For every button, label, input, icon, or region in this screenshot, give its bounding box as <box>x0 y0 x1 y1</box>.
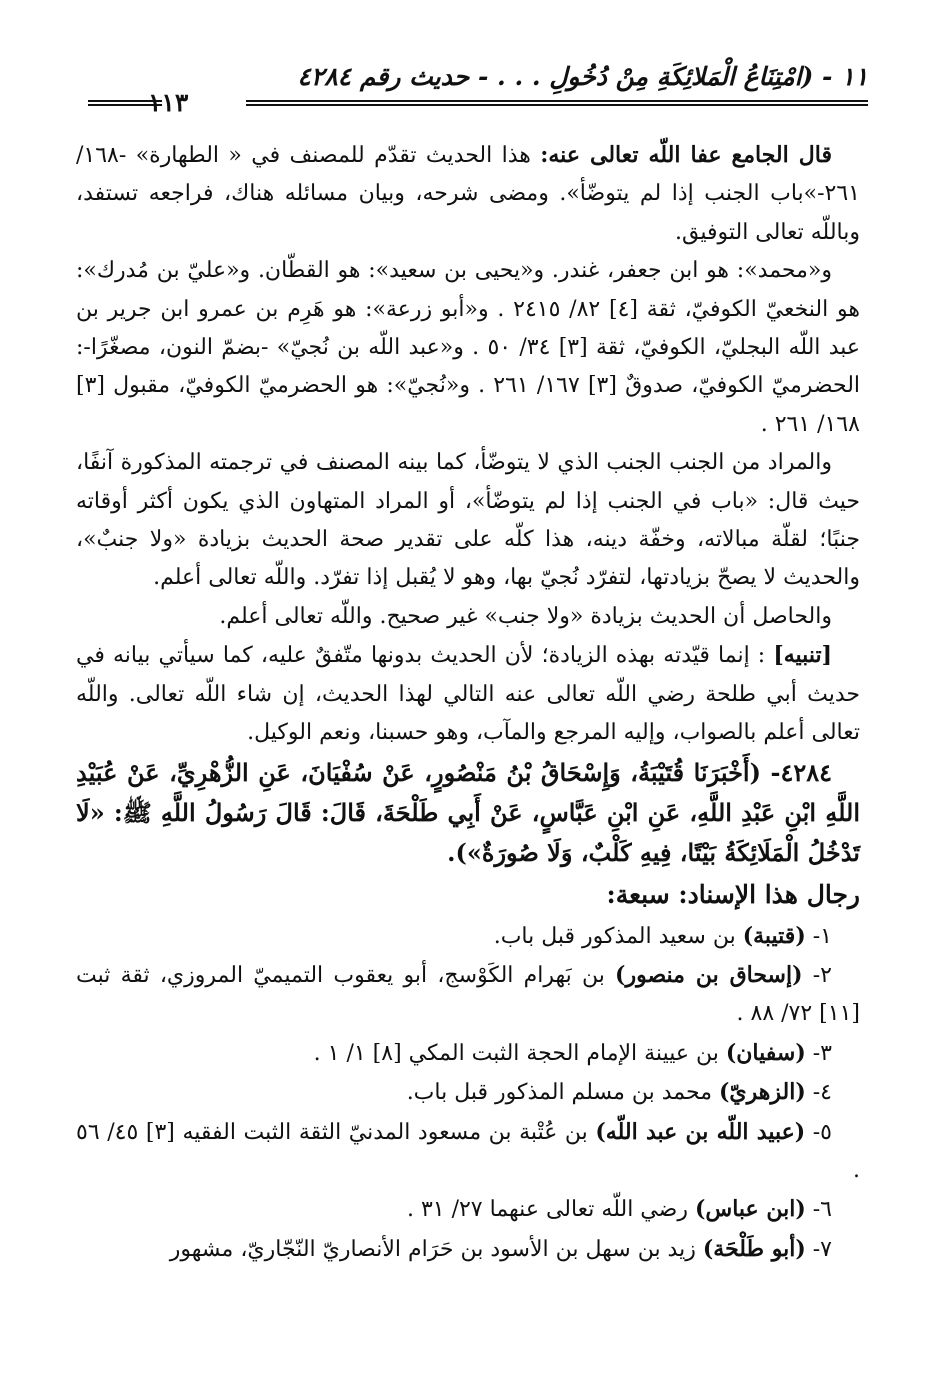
paragraph-text: والحاصل أن الحديث بزيادة «ولا جنب» غير صحيح. واللّه تعالى أعلم. <box>219 603 832 629</box>
narrator-item <box>76 1034 860 1073</box>
narrator-name: (عبيد اللّه بن عبد اللّه) <box>595 1118 806 1145</box>
narrator-name: (أبو طَلْحَة) <box>702 1235 806 1262</box>
narrator-number: ٤- <box>805 1080 832 1106</box>
narrator-desc: بن بَهرام الكَوْسج، أبو يعقوب التميميّ المروزي، ثقة ثبت [١١] ٧٢/ ٨٨ . <box>76 962 860 1027</box>
paragraph-lead: قال الجامع عفا اللّه تعالى عنه: <box>540 142 832 168</box>
narrator-number: ٦- <box>805 1197 832 1223</box>
narrator-desc: محمد بن مسلم المذكور قبل باب. <box>406 1080 719 1106</box>
paragraph-meaning <box>76 444 860 598</box>
hadith-text: ٤٢٨٤- (أَخْبَرَنَا قُتَيْبَةُ، وَإِسْحَاقُ بْنُ مَنْصُورٍ، عَنْ سُفْيَانَ، عَنِ الزُّهْرِيِّ، عَنْ عُبَيْدِ اللَّهِ ابْنِ عَبْدِ اللَّهِ، عَنِ ابْنِ عَبَّاسٍ، عَنْ أَبِي طَلْحَةَ، قَالَ: قَالَ رَسُولُ اللَّهِ ﷺ: «لَا تَدْخُلُ الْمَلَائِكَةُ بَيْتًا، فِيهِ كَلْبٌ، وَلَا صُورَةٌ»). <box>76 757 860 867</box>
paragraph-conclusion <box>76 598 860 636</box>
paragraph-text: : إنما قيّدته بهذه الزيادة؛ لأن الحديث بدونها متّفقٌ عليه، كما سيأتي بيانه في حديث أبي طلحة رضي اللّه تعالى عنه التالي لهذا الحديث، إن شاء اللّه تعالى. واللّه تعالى أعلم بالصواب، وإليه المرجع والمآب، وهو حسبنا، ونعم الوكيل. <box>76 643 860 746</box>
header-rule-short <box>88 100 162 106</box>
narrator-number: ٧- <box>805 1236 832 1262</box>
page-number: ١١٣ <box>148 88 189 117</box>
header-rule <box>246 100 868 106</box>
paragraph-intro <box>76 136 860 252</box>
narrator-number: ٣- <box>805 1040 832 1066</box>
narrator-desc: رضي اللّه تعالى عنهما ٢٧/ ٣١ . <box>406 1197 695 1223</box>
narrator-item <box>76 956 860 1034</box>
narrator-number: ٥- <box>805 1119 832 1145</box>
narrator-name: (قتيبة) <box>742 922 806 949</box>
narrator-name: (ابن عباس) <box>694 1196 806 1223</box>
paragraph-text: والمراد من الجنب الجنب الذي لا يتوضّأ، كما بينه المصنف في ترجمته المذكورة آنفًا، حيث قال: «باب في الجنب إذا لم يتوضّأ»، أو المراد المتهاون الذي يكون أكثر أوقاته جنبًا؛ لقلّة مبالاته، وخفّة دينه، هذا كلّه على تقدير صحة الحديث بزيادة «ولا جنبٌ»، والحديث لا يصحّ بزيادتها، لتفرّد نُجيّ بها، وهو لا يُقبل إذا تفرّد. واللّه تعالى أعلم. <box>76 450 860 591</box>
narrator-desc: بن عيينة الإمام الحجة الثبت المكي [٨] ١/ ١ . <box>313 1040 726 1066</box>
narrator-name: (إسحاق بن منصور) <box>615 961 803 988</box>
section-heading: رجال هذا الإسناد: سبعة: <box>606 879 860 909</box>
narrator-name: (الزهريّ) <box>719 1079 806 1106</box>
narrator-number: ٢- <box>802 962 832 988</box>
narrator-item <box>76 1230 860 1269</box>
paragraph-narrators-notes <box>76 252 860 444</box>
narrator-item <box>76 1190 860 1229</box>
header-title: ١١ - (امْتِنَاعُ الْمَلائِكَةِ مِنْ دُخُولِ . . . - حديث رقم ٤٢٨٤ <box>297 62 868 91</box>
paragraph-text: و«محمد»: هو ابن جعفر، غندر. و«يحيى بن سعيد»: هو القطّان. و«عليّ بن مُدرك»: هو النخعيّ الكوفيّ، ثقة [٤] ٨٢/ ٢٤١٥ . و«أبو زرعة»: هو هَرِم بن عمرو ابن جرير بن عبد اللّه البجليّ، الكوفيّ، ثقة [٣] ٣٤/ ٥٠ . و«عبد اللّه بن نُجيّ» -بضمّ النون، مصغّرًا-: الحضرميّ الكوفيّ، صدوقٌ [٣] ١٦٧/ ٢٦١ . و«نُجيّ»: هو الحضرميّ الكوفيّ، مقبول [٣] ١٦٨/ ٢٦١ . <box>76 258 861 437</box>
narrator-desc: بن عُتْبة بن مسعود المدنيّ الثقة الثبت الفقيه [٣] ٤٥/ ٥٦ . <box>76 1119 860 1183</box>
narrator-number: ١- <box>805 923 832 949</box>
paragraph-text: هذا الحديث تقدّم للمصنف في « الطهارة» -١٦٨/ ٢٦١-»باب الجنب إذا لم يتوضّأ». ومضى شرحه، وبيان مسائله هناك، فراجعه تستفد، وباللّه تعالى التوفيق. <box>76 143 860 245</box>
narrator-item <box>76 917 860 956</box>
page-body <box>76 136 860 1269</box>
narrator-desc: زيد بن سهل بن الأسود بن حَرَام الأنصاريّ النّجّاريّ، مشهور <box>169 1236 703 1262</box>
narrator-item <box>76 1113 860 1191</box>
narrator-item <box>76 1073 860 1112</box>
note-label: [تنبيه] <box>773 642 832 669</box>
paragraph-note <box>76 636 860 752</box>
narrator-name: (سفيان) <box>725 1039 806 1066</box>
running-header <box>88 58 868 117</box>
narrator-desc: بن سعيد المذكور قبل باب. <box>493 923 743 949</box>
